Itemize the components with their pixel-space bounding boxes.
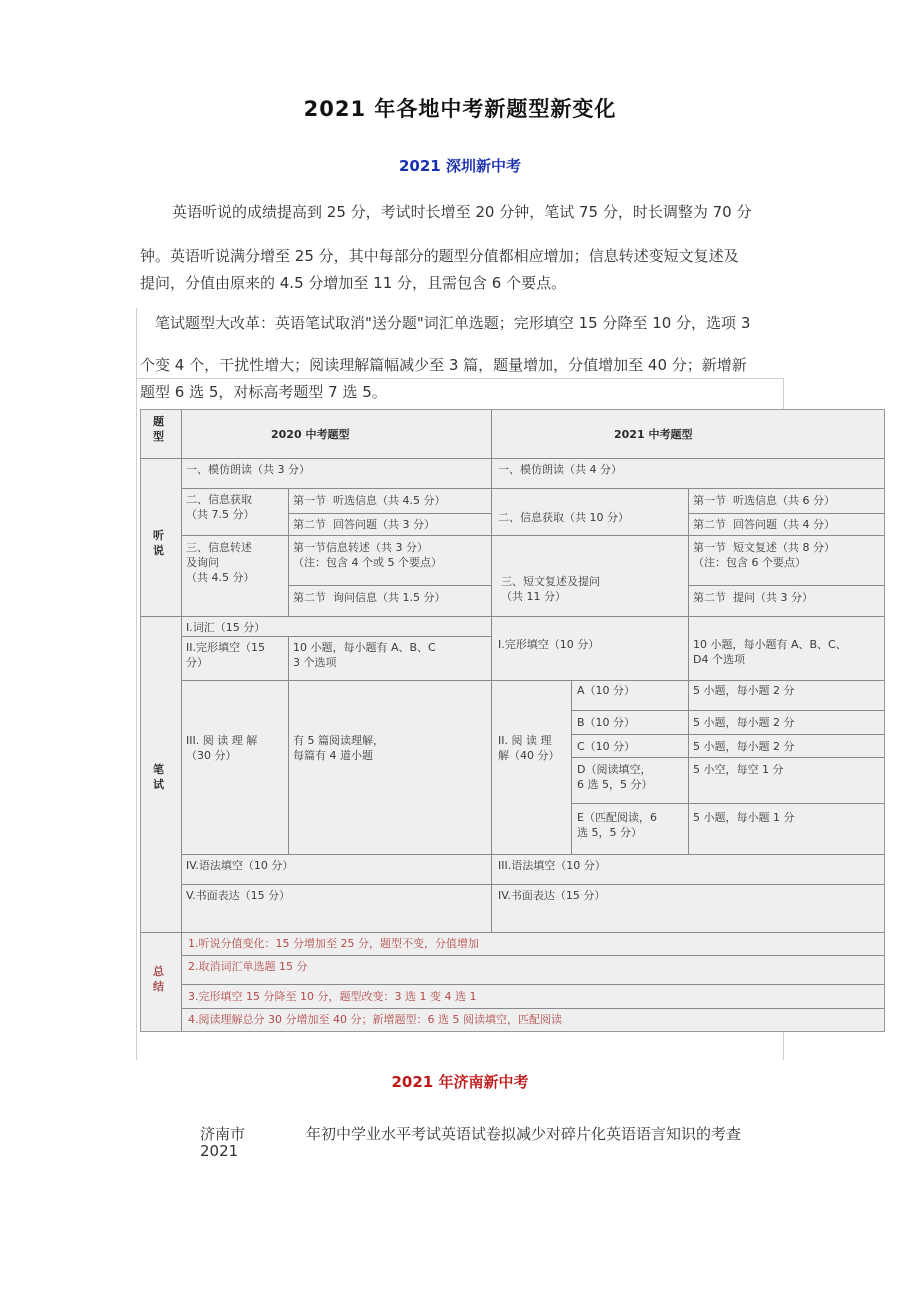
table-cell: 第一节 听选信息（共 4.5 分） (293, 494, 446, 507)
table-cell: 第一节 听选信息（共 6 分） (693, 494, 835, 507)
table-cell: 5 小空，每空 1 分 (693, 763, 784, 776)
table-cell: 5 小题，每小题 2 分 (693, 684, 795, 697)
table-cell: 三、信息转述 及询问 （共 4.5 分） (186, 541, 255, 584)
table-cell: IV.语法填空（10 分） (186, 859, 294, 872)
table-cell: B（10 分） (577, 716, 636, 729)
table-cell: 一、模仿朗读（共 3 分） (186, 463, 310, 476)
table-cell: 10 小题，每小题有 A、B、C 3 个选项 (293, 641, 436, 669)
table-cell: 5 小题，每小题 2 分 (693, 716, 795, 729)
header-2021: 2021 中考题型 (614, 428, 693, 441)
table-cell: 二、信息获取 （共 7.5 分） (186, 493, 255, 521)
paragraph-line: 个变 4 个，干扰性增大；阅读理解篇幅减少至 3 篇，题量增加，分值增加至 40 分；新增新 (140, 356, 747, 374)
header-2020: 2020 中考题型 (271, 428, 350, 441)
table-cell: 二、信息获取（共 10 分） (498, 511, 629, 524)
exam-comparison-table (140, 409, 885, 1032)
table-cell: A（10 分） (577, 684, 636, 697)
page-title: 2021 年各地中考新题型新变化 (303, 97, 617, 121)
frame-line-top (136, 378, 784, 379)
section-label-summary: 总 结 (153, 965, 164, 993)
summary-item: 2.取消词汇单选题 15 分 (188, 960, 308, 973)
table-cell: III. 阅 读 理 解 （30 分） (186, 734, 258, 762)
table-cell: 有 5 篇阅读理解， 每篇有 4 道小题 (293, 734, 384, 762)
summary-item: 1.听说分值变化：15 分增加至 25 分，题型不变，分值增加 (188, 937, 479, 950)
table-cell: V.书面表达（15 分） (186, 889, 291, 902)
table-cell: 一、模仿朗读（共 4 分） (498, 463, 622, 476)
section-label-listening: 听 说 (153, 529, 164, 557)
table-cell: 第二节 回答问题（共 4 分） (693, 518, 835, 531)
summary-item: 4.阅读理解总分 30 分增加至 40 分；新增题型：6 选 5 阅读填空，匹配阅读 (188, 1013, 562, 1026)
table-cell: E（匹配阅读，6 选 5，5 分） (577, 811, 657, 839)
table-cell: II.完形填空（15 分） (186, 641, 265, 669)
table-cell: 10 小题，每小题有 A、B、C、 D4 个选项 (693, 638, 847, 666)
paragraph-line: 英语听说的成绩提高到 25 分，考试时长增至 20 分钟，笔试 75 分，时长调整为 70 分 (172, 203, 752, 221)
table-cell: D（阅读填空， 6 选 5，5 分） (577, 763, 653, 791)
paragraph-line: 笔试题型大改革：英语笔试取消"送分题"词汇单选题；完形填空 15 分降至 10 分，选项 3 (155, 314, 751, 332)
table-cell: III.语法填空（10 分） (498, 859, 606, 872)
table-cell: 5 小题，每小题 1 分 (693, 811, 795, 824)
jinan-text: 年初中学业水平考试英语试卷拟减少对碎片化英语语言知识的考查 (306, 1125, 742, 1143)
table-cell: 三、短文复述及提问 （共 11 分） (501, 575, 600, 603)
paragraph-line: 提问，分值由原来的 4.5 分增加至 11 分，且需包含 6 个要点。 (140, 274, 567, 292)
summary-item: 3.完形填空 15 分降至 10 分，题型改变：3 选 1 变 4 选 1 (188, 990, 477, 1003)
table-cell: IV.书面表达（15 分） (498, 889, 606, 902)
jinan-label-line: 2021 (200, 1142, 239, 1160)
paragraph-line: 题型 6 选 5，对标高考题型 7 选 5。 (140, 383, 387, 401)
section-title-jinan: 2021 年济南新中考 (391, 1073, 529, 1091)
table-cell: 5 小题，每小题 2 分 (693, 740, 795, 753)
frame-line-left (136, 308, 137, 1060)
table-cell: 第二节 提问（共 3 分） (693, 591, 813, 604)
table-cell: I.完形填空（10 分） (498, 638, 600, 651)
table-cell: II. 阅 读 理 解（40 分） (498, 734, 560, 762)
table-cell: 第二节 询问信息（共 1.5 分） (293, 591, 446, 604)
jinan-label-line: 济南市 (200, 1125, 246, 1143)
table-cell: I.词汇（15 分） (186, 621, 266, 634)
table-cell: 第二节 回答问题（共 3 分） (293, 518, 435, 531)
table-cell: 第一节 短文复述（共 8 分） （注：包含 6 个要点） (693, 541, 835, 569)
table-cell: 第一节信息转述（共 3 分） （注：包含 4 个或 5 个要点） (293, 541, 442, 569)
header-type-label: 题 型 (153, 415, 164, 443)
section-label-written: 笔 试 (153, 763, 164, 791)
section-title-shenzhen: 2021 深圳新中考 (399, 157, 521, 175)
paragraph-line: 钟。英语听说满分增至 25 分，其中每部分的题型分值都相应增加；信息转述变短文复述及 (140, 247, 739, 265)
table-cell: C（10 分） (577, 740, 636, 753)
